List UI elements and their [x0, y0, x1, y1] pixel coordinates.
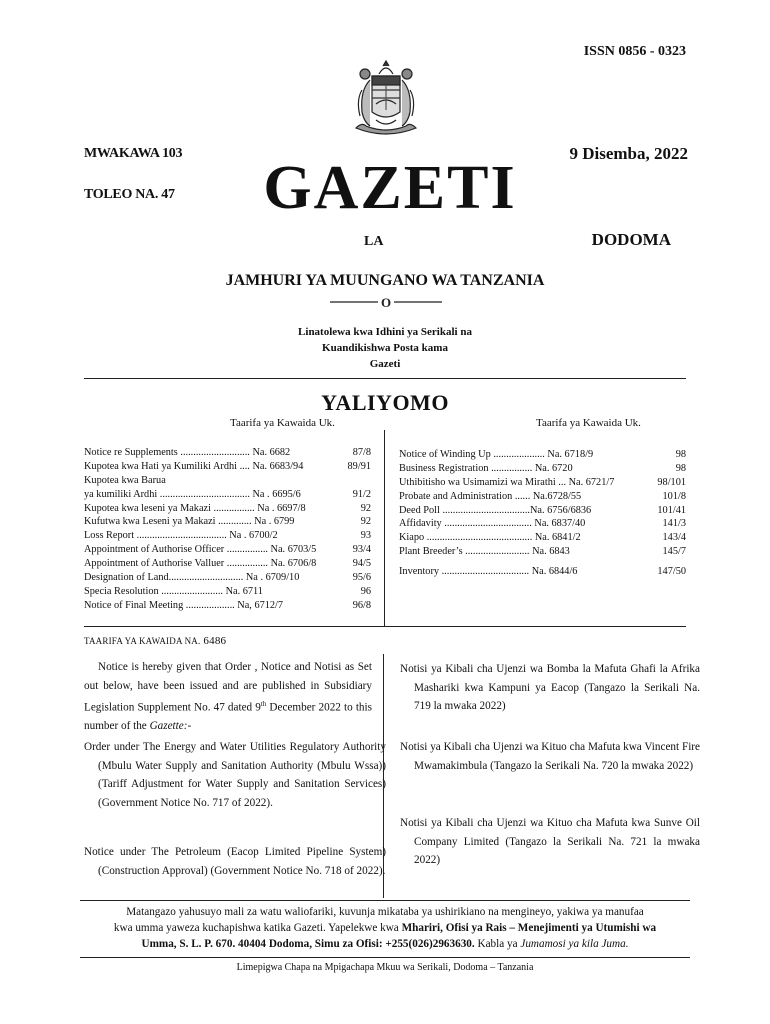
contents-entry: Business Registration ................ Na. 6720: [399, 462, 573, 474]
contents-entry: Kupotea kwa Hati ya Kumiliki Ardhi .... Na. 6683/94: [84, 460, 304, 472]
contents-entry: Designation of Land............................. Na . 6709/10: [84, 572, 300, 584]
city-name: DODOMA: [591, 230, 671, 249]
contents-row: [399, 565, 686, 579]
order-item: Notice under The Petroleum (Eacop Limited Pipeline System) (Construction Approval) (Government Notice No. 718 of 2022).: [84, 846, 386, 877]
contents-entry: Uthibitisho wa Usimamizi wa Mirathi ... Na. 6721/7: [399, 476, 615, 488]
registration-note: [220, 324, 550, 372]
contents-entry: Appointment of Authorise Officer ................ Na. 6703/5: [84, 544, 317, 556]
contents-entry: ya kumiliki Ardhi ................................... Na . 6695/6: [84, 488, 301, 500]
contents-entry: Inventory .................................. Na. 6844/6: [399, 566, 578, 578]
notisi-item: Notisi ya Kibali cha Ujenzi wa Bomba la Mafuta Ghafi la Afrika Mashariki kwa Kampuni ya Eacop (Tangazo la Serikali Na. 719 la mwaka 2022): [400, 663, 700, 712]
contents-row: [84, 599, 371, 613]
divider-rule: [84, 626, 686, 627]
registration-line: Gazeti: [369, 358, 401, 370]
printer-line: Limepigwa Chapa na Mpigachapa Mkuu wa Serikali, Dodoma – Tanzania: [236, 962, 534, 973]
contents-row: [399, 448, 686, 462]
contents-page: 101/41: [657, 504, 686, 516]
contents-row: [84, 460, 371, 474]
issue-number: TOLEO NA. 47: [84, 187, 175, 202]
contents-row: [399, 476, 686, 490]
contents-page: 96: [360, 585, 371, 597]
contents-entry: Appointment of Authorise Valluer ................ Na. 6706/8: [84, 558, 317, 570]
issue-date: 9 Disemba, 2022: [569, 144, 688, 163]
contents-header-left: Taarifa ya Kawaida Uk.: [230, 417, 335, 429]
contents-page: 98/101: [657, 476, 686, 488]
notisi-item: Notisi ya Kibali cha Ujenzi wa Kituo cha Mafuta kwa Vincent Fire Mwamakimbula (Tangazo la Serikali Na. 720 la mwaka 2022): [400, 741, 700, 772]
notice-number-prefix: TAARIFA YA KAWAIDA NA.: [84, 636, 201, 646]
contents-page: 141/3: [662, 518, 686, 530]
submission-line: Matangazo yahusuyo mali za watu waliofariki, kuvunja mikataba ya ushirikiano na mengineyo, yakiwa ya manufaa: [126, 906, 644, 918]
contents-page: 96/8: [352, 599, 371, 611]
contents-list-right: [399, 448, 686, 579]
contents-row: [399, 545, 686, 559]
contents-row: [399, 504, 686, 518]
contents-entry: Notice of Final Meeting ................... Na, 6712/7: [84, 599, 284, 611]
contents-entry: Kupotea kwa leseni ya Makazi ................ Na . 6697/8: [84, 502, 306, 514]
submission-editor: Mhariri, Ofisi ya Rais – Menejimenti ya Utumishi wa: [401, 922, 657, 934]
submission-line: [84, 920, 686, 936]
submission-deadline: Jumamosi ya kila Juma.: [520, 938, 629, 950]
contents-list-left: [84, 446, 371, 613]
volume-number: MWAKAWA 103: [84, 146, 183, 161]
contents-entry: Loss Report ................................... Na . 6700/2: [84, 530, 278, 542]
notisi-item: Notisi ya Kibali cha Ujenzi wa Kituo cha Mafuta kwa Sunve Oil Company Limited (Tangazo la Serikali Na. 721 la mwaka 2022): [400, 817, 700, 866]
contents-row: [84, 571, 371, 585]
ornament-letter: O: [380, 295, 392, 310]
contents-row: [399, 462, 686, 476]
contents-page: 95/6: [352, 572, 371, 584]
contents-page: 94/5: [352, 558, 371, 570]
notice-number: [84, 635, 226, 647]
contents-entry: Probate and Administration ...... Na.6728/55: [399, 490, 582, 502]
registration-line: Kuandikishwa Posta kama: [322, 342, 448, 354]
republic-name: JAMHURI YA MUUNGANO WA TANZANIA: [225, 272, 545, 289]
column-divider: [384, 430, 385, 626]
contents-row: [84, 515, 371, 529]
contents-entry: Notice re Supplements ........................... Na. 6682: [84, 447, 291, 458]
contents-row: [84, 543, 371, 557]
column-divider: [383, 654, 384, 898]
masthead-la: LA: [364, 234, 384, 249]
contents-row: [84, 474, 371, 488]
contents-row: [84, 446, 371, 460]
contents-row: [399, 531, 686, 545]
contents-entry: Affidavity .................................. Na. 6837/40: [399, 518, 586, 530]
contents-entry: Notice of Winding Up .................... Na. 6718/9: [399, 449, 594, 460]
contents-row: [84, 585, 371, 599]
contents-page: 92: [360, 502, 371, 514]
contents-row: [399, 517, 686, 531]
contents-entry: Specia Resolution ........................ Na. 6711: [84, 585, 263, 597]
contents-title: YALIYOMO: [321, 390, 449, 415]
contents-page: 93/4: [352, 544, 371, 556]
contents-row: [84, 488, 371, 502]
contents-page: 91/2: [352, 488, 371, 500]
contents-row: [84, 529, 371, 543]
contents-row: [84, 502, 371, 516]
contents-entry: Kiapo ......................................... Na. 6841/2: [399, 532, 581, 544]
contents-page: 89/91: [347, 460, 371, 472]
masthead-title: GAZETI: [263, 154, 517, 222]
notice-intro: Notice is hereby given that Order , Notice and Notisi as Set out below, have been issued and are published in Subsidiary Legislation Supplement No. 47 dated 9th December 2022 to this number of the Gazette:-: [84, 661, 372, 733]
contents-page: 101/8: [662, 490, 686, 502]
contents-page: 92: [360, 516, 371, 528]
contents-page: 98: [675, 462, 686, 474]
submission-address: Umma, S. L. P. 670. 40404 Dodoma, Simu za Ofisi: +255(026)2963630.: [141, 938, 475, 950]
divider-rule: [84, 378, 686, 379]
ornament-divider: [330, 293, 442, 313]
contents-row: [399, 490, 686, 504]
contents-entry: Plant Breeder’s ......................... Na. 6843: [399, 546, 570, 558]
submission-note: [84, 904, 686, 952]
coat-of-arms-emblem: [336, 60, 436, 144]
contents-page: 145/7: [662, 546, 686, 558]
contents-page: 87/8: [352, 447, 371, 458]
contents-header-right: Taarifa ya Kawaida Uk.: [536, 417, 641, 429]
submission-text: kwa umma yaweza kuchapishwa katika Gazeti. Yapelekwe kwa: [113, 922, 402, 934]
contents-row: [84, 557, 371, 571]
contents-page: 98: [675, 449, 686, 460]
contents-page: 147/50: [657, 566, 686, 578]
issn-number: ISSN 0856 - 0323: [583, 44, 686, 59]
submission-text: Kabla ya: [474, 938, 521, 950]
submission-line: [84, 936, 686, 952]
notice-number-value: 6486: [203, 635, 227, 647]
order-item: Order under The Energy and Water Utilities Regulatory Authority (Mbulu Water Supply and Sanitation Authority (Mbulu Wssa)) (Tariff Adjustment for Water Supply and Sanitation Services) (Government Notice No. 717 of 2022).: [84, 741, 386, 809]
contents-entry: Deed Poll ..................................Na. 6756/6836: [399, 504, 592, 516]
contents-page: 93: [360, 530, 371, 542]
contents-entry: Kufutwa kwa Leseni ya Makazi ............. Na . 6799: [84, 516, 295, 528]
contents-entry: Kupotea kwa Barua: [84, 474, 166, 486]
registration-line: Linatolewa kwa Idhini ya Serikali na: [298, 326, 472, 338]
contents-page: 143/4: [662, 532, 686, 544]
